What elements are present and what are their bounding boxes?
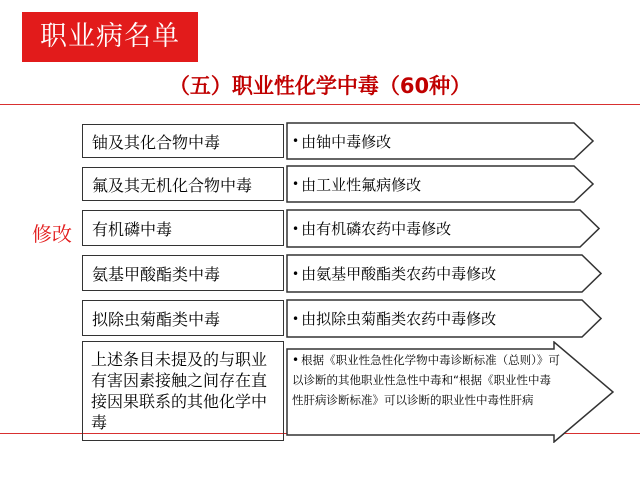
disease-name: 拟除虫菊酯类中毒 — [92, 309, 221, 329]
disease-name-box — [82, 255, 284, 291]
note-text: 由工业性氟病修改 — [301, 175, 422, 194]
disease-name: 铀及其化合物中毒 — [92, 132, 221, 152]
note-text: 根据《职业性急性化学物中毒诊断标准（总则）》可以诊断的其他职业性急性中毒和“根据《职业性中毒性肝病诊断标准》可以诊断的职业性中毒性肝病 — [292, 353, 560, 407]
note-text: 由铀中毒修改 — [301, 132, 392, 151]
note-arrow — [286, 165, 594, 203]
bullet-marker: • — [292, 177, 300, 191]
bullet-marker: • — [292, 266, 300, 281]
note-arrow — [286, 299, 602, 338]
disease-name: 氨基甲酸酯类中毒 — [92, 264, 221, 284]
disease-name: 上述条目未提及的与职业有害因素接触之间存在直接因果联系的其他化学中毒 — [91, 350, 268, 432]
note-arrow — [286, 209, 600, 248]
page-subtitle: （五）职业性化学中毒（60种） — [168, 74, 472, 98]
disease-name-box — [82, 124, 284, 158]
page-title: 职业病名单 — [22, 12, 198, 62]
disease-name: 有机磷中毒 — [92, 219, 173, 239]
bullet-marker: • — [292, 134, 300, 148]
disease-name-box — [82, 210, 284, 246]
bullet-marker: • — [292, 353, 300, 367]
note-arrow-large — [286, 341, 614, 443]
note-text: 由有机磷农药中毒修改 — [301, 220, 452, 238]
bullet-marker: • — [292, 311, 300, 326]
bullet-marker: • — [292, 221, 300, 236]
note-arrow — [286, 254, 602, 293]
note-arrow — [286, 122, 594, 160]
disease-name: 氟及其无机化合物中毒 — [92, 175, 253, 195]
disease-name-box — [82, 167, 284, 201]
disease-name-box — [82, 300, 284, 336]
note-text: 由拟除虫菊酯类农药中毒修改 — [301, 310, 497, 328]
side-label-modified: 修改 — [32, 222, 72, 246]
note-text: 由氨基甲酸酯类农药中毒修改 — [301, 265, 497, 283]
other-chemical-poisoning-box — [82, 341, 284, 441]
top-divider — [0, 104, 640, 105]
